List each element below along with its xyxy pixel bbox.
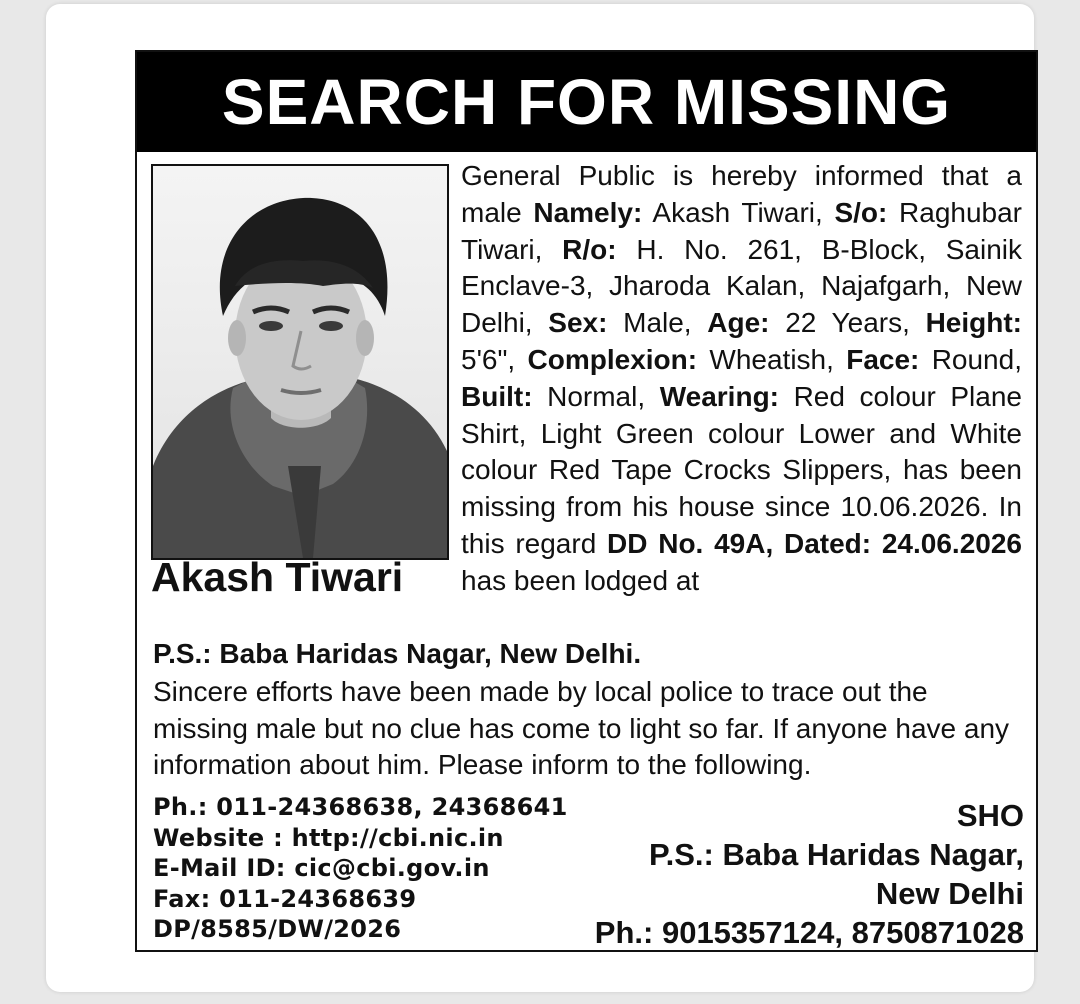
value-dd-lodged: has been lodged at [461, 564, 700, 596]
sho-city: New Delhi [875, 876, 1024, 911]
contact-phone: Ph.: 011-24368638, 24368641 [153, 793, 568, 821]
value-height: 5'6", [461, 343, 528, 375]
value-age: 22 Years, [769, 307, 926, 339]
value-son-of: Raghubar Tiwari, [461, 196, 1023, 265]
label-face: Face: [846, 343, 920, 375]
label-sex: Sex: [548, 307, 608, 339]
notice-sheet [46, 4, 1034, 992]
value-face: Round, [919, 343, 1022, 375]
contact-email: E-Mail ID: cic@cbi.gov.in [153, 854, 490, 882]
label-built: Built: [461, 380, 533, 412]
notice-frame [135, 50, 1038, 952]
notice-intro: General Public is hereby informed that a male [461, 160, 1022, 228]
label-complexion: Complexion: [527, 343, 698, 375]
value-namely: Akash Tiwari, [642, 196, 835, 228]
label-dd-number: DD No. 49A, Dated: 24.06.2026 [607, 527, 1022, 559]
value-wearing: Red colour Plane Shirt, Light Green colour Lower and White colour Red Tape Crocks Slippers, has been missing from his house since 10.06.2026. In this regard [461, 380, 1022, 559]
banner-title: SEARCH FOR MISSING [137, 52, 1036, 152]
label-son-of: S/o: [834, 196, 888, 228]
value-complexion: Wheatish, [697, 343, 847, 375]
value-sex: Male, [607, 307, 708, 339]
label-height: Height: [925, 307, 1022, 339]
appeal-paragraph: Sincere efforts have been made by local police to trace out the missing male but no clue has come to light so far. If anyone have any information about him. Please inform to the following. [153, 676, 1010, 780]
person-name-caption: Akash Tiwari [151, 554, 404, 600]
contact-website: Website : http://cbi.nic.in [153, 823, 504, 852]
label-namely: Namely: [533, 196, 643, 228]
sho-block [595, 796, 1024, 952]
police-station-line: P.S.: Baba Haridas Nagar, New Delhi. [153, 638, 642, 669]
label-resident-of: R/o: [562, 233, 617, 265]
sho-station: P.S.: Baba Haridas Nagar, [648, 837, 1024, 872]
sho-title: SHO [956, 798, 1024, 833]
missing-person-photo [151, 164, 449, 560]
contact-details [153, 792, 568, 945]
label-wearing: Wearing: [659, 380, 779, 412]
value-built: Normal, [532, 380, 660, 412]
reference-number: DP/8585/DW/2026 [153, 915, 402, 943]
label-age: Age: [707, 307, 770, 339]
contact-fax: Fax: 011-24368639 [153, 884, 417, 913]
sho-phone: Ph.: 9015357124, 8750871028 [594, 915, 1024, 950]
notice-body [461, 158, 1022, 600]
value-resident-of: H. No. 261, B-Block, Sainik Enclave-3, Jharoda Kalan, Najafgarh, New Delhi, [461, 233, 1022, 339]
